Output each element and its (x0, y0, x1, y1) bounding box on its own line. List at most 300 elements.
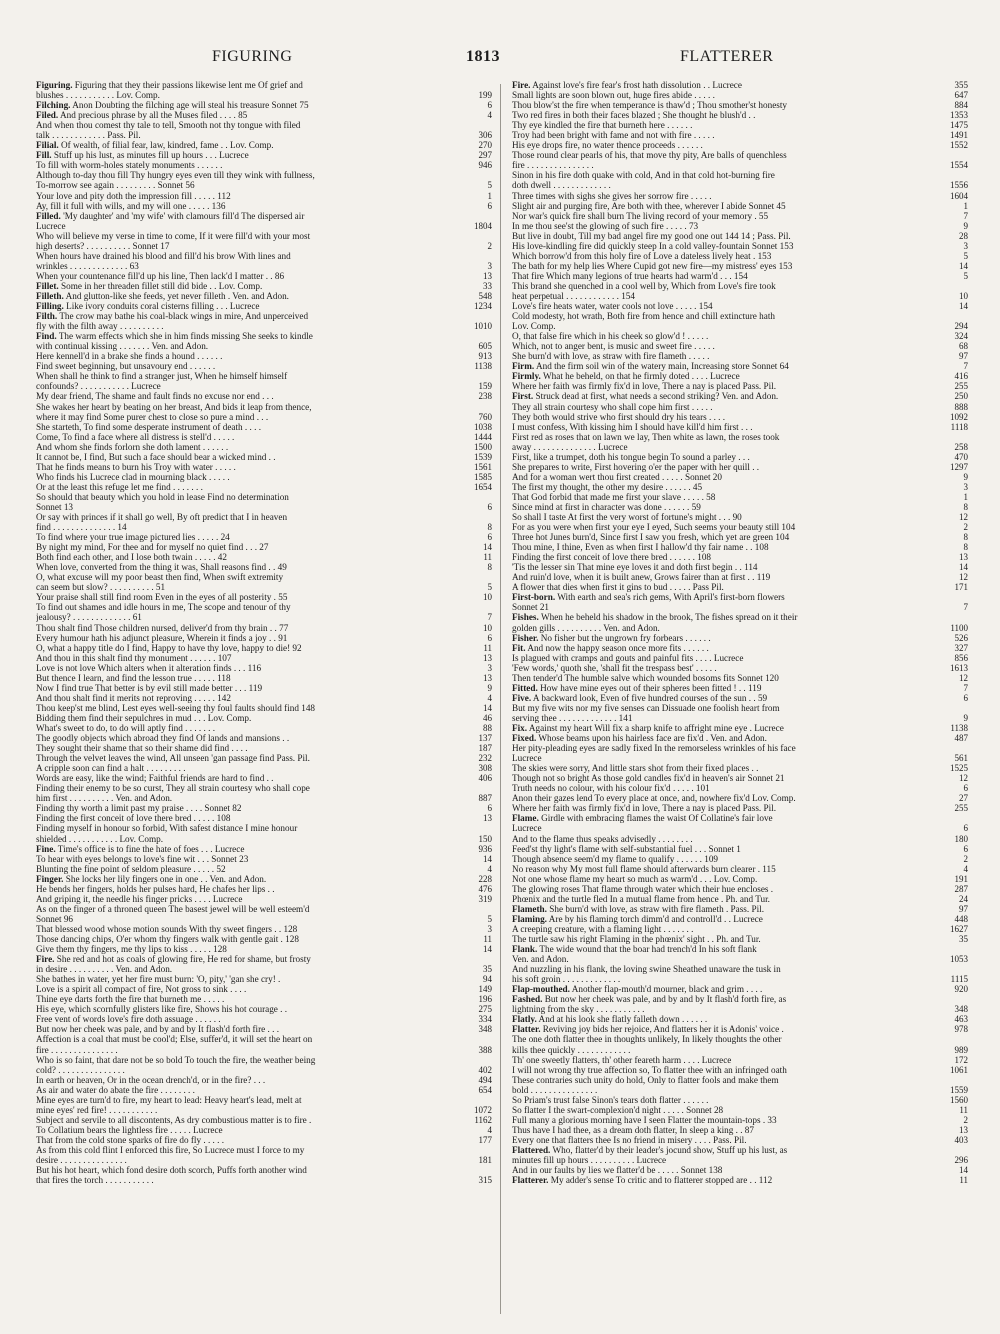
running-head (36, 44, 968, 72)
entry-text: A cripple soon can find a halt . . . . . . . . . (36, 763, 186, 774)
entry-text: The glowing roses That flame through water which their hue encloses . (512, 883, 774, 894)
concordance-entry (36, 602, 492, 612)
entry-text: Words are easy, like the wind; Faithful friends are hard to find . . (36, 773, 274, 784)
line-number: 1804 (474, 220, 492, 231)
entry-text: Slight air and purging fire, Are both with thee, wherever I abide Sonnet 45 (512, 200, 786, 211)
concordance-entry (512, 100, 968, 110)
concordance-entry (36, 170, 492, 180)
entry-text: For as you were when first your eye I eyed, Such seems your beauty still 104 (512, 522, 796, 533)
headword: Fashed. (512, 994, 543, 1005)
line-number: 308 (478, 763, 492, 774)
entry-text: She wakes her heart by beating on her breast, And bids it leap from thence, (36, 401, 312, 412)
concordance-entry (36, 643, 492, 653)
line-number: 258 (954, 441, 968, 452)
line-number: 14 (959, 301, 968, 312)
concordance-entry (512, 80, 968, 90)
concordance-entry (36, 231, 492, 241)
entry-text: His eye drops fire, no water thence proceeds . . . . . . (512, 140, 703, 151)
entry-text: in desire . . . . . . . . . . Ven. and Adon. (36, 964, 173, 975)
line-number: 494 (478, 1074, 492, 1085)
concordance-entry (512, 854, 968, 864)
entry-text: lightning from the sky . . . . . . . . . . . (512, 1004, 645, 1015)
entry-text: Come, To find a face where all distress is stell'd . . . . . (36, 431, 235, 442)
concordance-entry (36, 381, 492, 391)
line-number: 348 (478, 1024, 492, 1035)
page-number: 1813 (466, 48, 500, 65)
line-number: 12 (959, 773, 968, 784)
line-number: 9 (487, 682, 492, 693)
concordance-entry (512, 160, 968, 170)
entry-text: When love, converted from the thing it was, Shall reasons find . . 49 (36, 562, 287, 573)
line-number: 3 (487, 662, 492, 673)
concordance-entry (512, 1085, 968, 1095)
entry-text: Flattered. Who, flatter'd by their leader's jocund show, Stuff up his lust, as (512, 1144, 788, 1155)
concordance-entry (512, 562, 968, 572)
line-number: 14 (483, 702, 492, 713)
concordance-entry (36, 412, 492, 422)
entry-text: When your countenance fill'd up his line, Then lack'd I matter . . 86 (36, 270, 285, 281)
concordance-entry (512, 984, 968, 994)
concordance-entry (36, 150, 492, 160)
line-number: 8 (963, 532, 968, 543)
entry-text: Her pity-pleading eyes are sadly fixed In the remorseless wrinkles of his face (512, 743, 796, 754)
concordance-entry (36, 874, 492, 884)
line-number: 24 (959, 893, 968, 904)
concordance-entry (512, 251, 968, 261)
concordance-entry (36, 1055, 492, 1065)
entry-text: A creeping creature, with a flaming light . . . . . . . (512, 923, 694, 934)
line-number: 97 (959, 903, 968, 914)
entry-text: Here kennell'd in a brake she finds a hound . . . . . . (36, 351, 223, 362)
line-number: 561 (954, 753, 968, 764)
entry-text: 'Few words,' quoth she, 'shall fit the trespass best' . . . . . (512, 662, 717, 673)
entry-text: Fit. And now the happy season once more fits . . . . . . (512, 642, 709, 653)
line-number: 14 (959, 260, 968, 271)
entry-text: Those dancing chips, O'er whom thy fingers walk with gentle gait . 128 (36, 933, 299, 944)
headword: Fix. (512, 723, 528, 733)
line-number: 297 (478, 150, 492, 161)
headword: Fishes. (512, 612, 539, 623)
entry-text: O, what a happy title do I find, Happy to have thy love, happy to die! 92 (36, 642, 302, 653)
concordance-entry (512, 924, 968, 934)
concordance-entry (36, 854, 492, 864)
headword: Firm. (512, 361, 535, 372)
concordance-entry (512, 1045, 968, 1055)
entry-text: The turtle saw his right Flaming in the phœnix' sight . . Ph. and Tur. (512, 933, 761, 944)
entry-text: Find. The warm effects which she in him finds missing She seeks to kindle (36, 331, 313, 342)
entry-text: Th' one sweetly flatters, th' other feareth harm . . . . Lucrece (512, 1054, 732, 1065)
entry-text: Two red fires in both their faces blazed ; She thought he blush'd . . (512, 110, 756, 121)
entry-text: Lov. Comp. (512, 321, 556, 332)
concordance-entry (36, 703, 492, 713)
concordance-entry (36, 402, 492, 412)
concordance-entry (36, 321, 492, 331)
line-number: 526 (954, 632, 968, 643)
concordance-entry (512, 813, 968, 823)
entry-text: When hours have drained his blood and fill'd his brow With lines and (36, 250, 291, 261)
entry-text: To Collatium bears the lightless fire . . . . . Lucrece (36, 1124, 223, 1135)
line-number: 294 (954, 321, 968, 332)
entry-text: fire . . . . . . . . . . . . . . . (512, 160, 594, 171)
concordance-entry (512, 1165, 968, 1175)
entry-text: To find where your true image pictured lies . . . . . 24 (36, 532, 230, 543)
concordance-entry (512, 643, 968, 653)
entry-text: Through the velvet leaves the wind, All unseen 'gan passage find Pass. Pil. (36, 753, 310, 764)
entry-text: Fashed. But now her cheek was pale, and by and by It flash'd forth fire, as (512, 994, 787, 1005)
line-number: 196 (478, 994, 492, 1005)
entry-text: To find out shames and idle hours in me, The scope and tenour of thy (36, 602, 291, 613)
line-number: 3 (487, 260, 492, 271)
concordance-entry (512, 291, 968, 301)
line-number: 7 (963, 361, 968, 372)
entry-text: Though not so bright As those gold candles fix'd in heaven's air Sonnet 21 (512, 773, 785, 784)
entry-text: golden gills . . . . . . . . . . Ven. and Adon. (512, 622, 660, 633)
entry-text: Where her faith was firmly fix'd in love, There a nay is placed Pass. Pil. (512, 803, 777, 814)
concordance-entry (512, 1175, 968, 1185)
concordance-entry (36, 291, 492, 301)
line-number: 1539 (474, 451, 492, 462)
entry-text: To-morrow see again . . . . . . . . . Sonnet 56 (36, 180, 195, 191)
line-number: 1100 (950, 622, 968, 633)
line-number: 10 (483, 592, 492, 603)
entry-text: Flank. The wide wound that the boar had trench'd In his soft flank (512, 944, 757, 955)
concordance-entry (36, 201, 492, 211)
line-number: 7 (487, 612, 492, 623)
line-number: 11 (483, 933, 492, 944)
concordance-entry (512, 170, 968, 180)
concordance-entry (36, 1065, 492, 1075)
concordance-entry (512, 331, 968, 341)
concordance-entry (512, 1105, 968, 1115)
line-number: 1554 (950, 160, 968, 171)
entry-text: Subject and servile to all discontents, As dry combustious matter is to fire . (36, 1114, 312, 1125)
concordance-entry (512, 351, 968, 361)
line-number: 8 (963, 501, 968, 512)
entry-text: Or at the least this refuge let me find . . . . . . . (36, 481, 203, 492)
line-number: 548 (478, 290, 492, 301)
entry-text: Sinon in his fire doth quake with cold, And in that cold hot-burning fire (512, 170, 775, 181)
headword: Filth. (36, 311, 58, 322)
concordance-entry (512, 502, 968, 512)
concordance-entry (512, 864, 968, 874)
line-number: 978 (954, 1024, 968, 1035)
entry-text: Finding thy worth a limit past my praise . . . . Sonnet 82 (36, 803, 242, 814)
concordance-entry (36, 1115, 492, 1125)
entry-text: Lucrece (512, 823, 542, 834)
concordance-entry (512, 793, 968, 803)
entry-text: with continual kissing . . . . . . . Ven. and Adon. (36, 341, 209, 352)
entry-text: find . . . . . . . . . . . . . . 14 (36, 522, 127, 533)
entry-text: 'Tis the lesser sin That mine eye loves it and doth first begin . . 114 (512, 562, 758, 573)
columns (36, 80, 968, 1316)
entry-text: So flatter I the swart-complexion'd night . . . . . Sonnet 28 (512, 1104, 724, 1115)
line-number: 487 (954, 733, 968, 744)
concordance-entry (512, 552, 968, 562)
line-number: 4 (487, 863, 492, 874)
line-number: 1627 (950, 923, 968, 934)
concordance-entry (512, 773, 968, 783)
line-number: 8 (487, 562, 492, 573)
entry-text: Finding the first conceit of love there bred . . . . . 108 (36, 813, 231, 824)
concordance-entry (36, 633, 492, 643)
concordance-entry (36, 1085, 492, 1095)
line-number: 6 (487, 200, 492, 211)
line-number: 348 (954, 1004, 968, 1015)
entry-text: As air and water do abate the fire . . . . . . . . (36, 1084, 195, 1095)
headword: Fixed. (512, 733, 537, 744)
concordance-entry (36, 1105, 492, 1115)
line-number: 1234 (474, 301, 492, 312)
line-number: 10 (959, 290, 968, 301)
entry-text: Filled. 'My daughter' and 'my wife' with clamours fill'd The dispersed air (36, 210, 305, 221)
headword: Five. (512, 692, 532, 703)
concordance-entry (512, 1004, 968, 1014)
concordance-entry (36, 582, 492, 592)
entry-text: But his hot heart, which fond desire doth scorch, Puffs forth another wind (36, 1165, 307, 1176)
concordance-entry (36, 301, 492, 311)
entry-text: can seem but slow? . . . . . . . . . . 51 (36, 582, 166, 593)
line-number: 1061 (950, 1064, 968, 1075)
entry-text: That fire Which many legions of true hearts had warm'd . . . 154 (512, 270, 748, 281)
concordance-entry (512, 120, 968, 130)
concordance-entry (36, 180, 492, 190)
line-number: 232 (478, 753, 492, 764)
headword: Fine. (36, 843, 56, 854)
line-number: 46 (483, 712, 492, 723)
concordance-entry (512, 221, 968, 231)
entry-text: Find sweet beginning, but unsavoury end . . . . . . (36, 361, 216, 372)
entry-text: Finding myself in honour so forbid, With safest distance I mine honour (36, 823, 298, 834)
concordance-entry (512, 512, 968, 522)
entry-text: Every one that flatters thee Is no friend in misery . . . . Pass. Pil. (512, 1134, 747, 1145)
entry-text: that fires the torch . . . . . . . . . . . (36, 1175, 154, 1186)
line-number: 13 (483, 652, 492, 663)
line-number: 1 (963, 491, 968, 502)
line-number: 1561 (474, 461, 492, 472)
line-number: 4 (487, 110, 492, 121)
line-number: 12 (959, 672, 968, 683)
concordance-entry (512, 191, 968, 201)
line-number: 1138 (474, 361, 492, 372)
line-number: 884 (954, 100, 968, 111)
line-number: 416 (954, 371, 968, 382)
entry-text: Fix. Against my heart Will fix a sharp knife to affright mine eye . Lucrece (512, 723, 784, 733)
line-number: 287 (954, 883, 968, 894)
entry-text: Bidding them find their sepulchres in mud . . . Lov. Comp. (36, 712, 252, 723)
entry-text: Firmly. What he beheld, on that he firmly doted . . . . Lucrece (512, 371, 740, 382)
entry-text: What's sweet to do, to do will aptly find . . . . . . . (36, 723, 216, 733)
line-number: 1010 (474, 321, 492, 332)
concordance-entry (36, 834, 492, 844)
concordance-entry (512, 602, 968, 612)
concordance-entry (512, 1014, 968, 1024)
entry-text: Your praise shall still find room Even in the eyes of all posterity . 55 (36, 592, 288, 603)
entry-text: Flameth. She burn'd with love, as straw with fire flameth . Pass. Pil. (512, 903, 764, 914)
line-number: 5 (487, 913, 492, 924)
concordance-entry (36, 532, 492, 542)
entry-text: Phœnix and the turtle fled In a mutual flame from hence . Ph. and Tur. (512, 893, 770, 904)
entry-text: Sonnet 13 (36, 501, 74, 512)
concordance-entry (36, 864, 492, 874)
line-number: 463 (954, 1014, 968, 1025)
entry-text: Sonnet 21 (512, 602, 550, 613)
concordance-entry (36, 432, 492, 442)
line-number: 6 (487, 532, 492, 543)
line-number: 199 (478, 90, 492, 101)
headword: First. (512, 391, 534, 402)
entry-text: mine eyes' red fire! . . . . . . . . . . . (36, 1104, 158, 1115)
entry-text: high deserts? . . . . . . . . . . Sonnet 17 (36, 240, 170, 251)
concordance-entry (512, 954, 968, 964)
line-number: 7 (963, 602, 968, 613)
concordance-entry (512, 110, 968, 120)
line-number: 989 (954, 1044, 968, 1055)
line-number: 9 (963, 471, 968, 482)
left-column (36, 80, 492, 1316)
concordance-entry (512, 1115, 968, 1125)
concordance-entry (512, 743, 968, 753)
entry-text: Love is a spirit all compact of fire, Not gross to sink . . . . (36, 984, 247, 995)
concordance-entry (512, 733, 968, 743)
entry-text: And nuzzling in his flank, the loving swine Sheathed unaware the tusk in (512, 964, 781, 975)
concordance-entry (36, 271, 492, 281)
entry-text: His love-kindling fire did quickly steep In a cold valley-fountain Sonnet 153 (512, 240, 794, 251)
line-number: 388 (478, 1044, 492, 1055)
line-number: 14 (483, 542, 492, 553)
concordance-entry (512, 623, 968, 633)
concordance-entry (36, 623, 492, 633)
entry-text: cold? . . . . . . . . . . . . . . . (36, 1064, 125, 1075)
entry-text: To hear with eyes belongs to love's fine wit . . . Sonnet 23 (36, 853, 249, 864)
entry-text: By night my mind, For thee and for myself no quiet find . . . 27 (36, 542, 269, 553)
headword: Flameth. (512, 903, 547, 914)
concordance-entry (512, 1095, 968, 1105)
concordance-entry (36, 783, 492, 793)
entry-text: Nor war's quick fire shall burn The living record of your memory . 55 (512, 210, 769, 221)
entry-text: Truth needs no colour, with his colour fix'd . . . . . 101 (512, 783, 710, 794)
concordance-entry (36, 612, 492, 622)
line-number: 1072 (474, 1104, 492, 1115)
entry-text: The first my thought, the other my desire . . . . . . 45 (512, 481, 703, 492)
entry-text: And in our faults by lies we flatter'd be . . . . . Sonnet 138 (512, 1165, 723, 1176)
headword: Flank. (512, 944, 538, 955)
line-number: 6 (963, 823, 968, 834)
entry-text: doth dwell . . . . . . . . . . . . . (512, 180, 611, 191)
concordance-entry (512, 261, 968, 271)
headword: Fillet. (36, 280, 59, 291)
concordance-entry (36, 1095, 492, 1105)
line-number: 8 (963, 542, 968, 553)
headword: Flatly. (512, 1014, 537, 1025)
concordance-entry (36, 813, 492, 823)
entry-text: Full many a glorious morning have I seen Flatter the mountain-tops . 33 (512, 1114, 777, 1125)
line-number: 402 (478, 1064, 492, 1075)
entry-text: Give them thy fingers, me thy lips to kiss . . . . . 128 (36, 944, 227, 955)
concordance-entry (36, 251, 492, 261)
entry-text: But thence I learn, and find the lesson true . . . . . 118 (36, 672, 231, 683)
line-number: 4 (487, 1124, 492, 1135)
line-number: 255 (954, 803, 968, 814)
concordance-entry (36, 351, 492, 361)
entry-text: I must confess, With kissing him I should have kill'd him first . . . (512, 421, 753, 432)
entry-text: The one doth flatter thee in thoughts unlikely, In likely thoughts the other (512, 1034, 782, 1045)
headword: Fill. (36, 150, 52, 161)
entry-text: Filial. Of wealth, of filial fear, law, kindred, fame . . Lov. Comp. (36, 140, 274, 151)
concordance-entry (512, 1125, 968, 1135)
concordance-entry (36, 693, 492, 703)
entry-text: As on the finger of a throned queen The basest jewel will be well esteem'd (36, 903, 310, 914)
entry-text: Fitted. How have mine eyes out of their spheres been fitted ! . . 119 (512, 682, 762, 693)
entry-text: Fisher. No fisher but the ungrown fry forbears . . . . . . (512, 632, 711, 643)
concordance-entry (36, 110, 492, 120)
line-number: 68 (959, 341, 968, 352)
entry-text: The bath for my help lies Where Cupid got new fire—my mistress' eyes 153 (512, 260, 793, 271)
concordance-entry (512, 311, 968, 321)
entry-text: wrinkles . . . . . . . . . . . . . 63 (36, 260, 139, 271)
entry-text: Flatterer. My adder's sense To critic and to flatterer stopped are . . 112 (512, 1175, 773, 1186)
concordance-entry (512, 201, 968, 211)
concordance-entry (36, 1075, 492, 1085)
entry-text: Finger. She locks her lily fingers one in one . . Ven. and Adon. (36, 873, 267, 884)
concordance-entry (512, 150, 968, 160)
concordance-entry (512, 663, 968, 673)
line-number: 1604 (950, 190, 968, 201)
concordance-entry (512, 231, 968, 241)
concordance-entry (36, 1135, 492, 1145)
concordance-entry (512, 974, 968, 984)
line-number: 4 (487, 692, 492, 703)
line-number: 4 (963, 863, 968, 874)
concordance-entry (36, 1014, 492, 1024)
concordance-entry (512, 432, 968, 442)
entry-text: Though absence seem'd my flame to qualify . . . . . . 109 (512, 853, 719, 864)
headword: First-born. (512, 592, 556, 603)
headword: Firmly. (512, 371, 541, 382)
entry-text: Anon their gazes lend To every place at once, and, nowhere fix'd Lov. Comp. (512, 793, 796, 804)
entry-text: Lucrece (36, 220, 66, 231)
entry-text: So should that beauty which you hold in lease Find no determination (36, 491, 289, 502)
concordance-entry (512, 130, 968, 140)
concordance-entry (512, 321, 968, 331)
line-number: 5 (487, 582, 492, 593)
line-number: 171 (954, 582, 968, 593)
line-number: 13 (483, 813, 492, 824)
entry-text: shielded . . . . . . . . . . . Lov. Comp. (36, 833, 164, 844)
entry-text: Firm. And the firm soil win of the watery main, Increasing store Sonnet 64 (512, 361, 789, 372)
entry-text: To fill with worm-holes stately monuments . . . . . . (36, 160, 223, 171)
concordance-entry (512, 522, 968, 532)
concordance-entry (36, 803, 492, 813)
line-number: 33 (483, 280, 492, 291)
concordance-entry (512, 653, 968, 663)
entry-text: Flame. Girdle with embracing flames the waist Of Collatine's fair love (512, 813, 773, 824)
concordance-entry (36, 552, 492, 562)
concordance-entry (512, 482, 968, 492)
concordance-entry (512, 140, 968, 150)
concordance-entry (512, 442, 968, 452)
line-number: 654 (478, 1084, 492, 1095)
entry-text: Fine. Time's office is to fine the hate of foes . . . Lucrece (36, 843, 245, 854)
line-number: 6 (487, 100, 492, 111)
line-number: 1353 (950, 110, 968, 121)
concordance-entry (36, 572, 492, 582)
line-number: 1092 (950, 411, 968, 422)
entry-text: Who will believe my verse in time to come, If it were fill'd with your most (36, 230, 311, 241)
concordance-entry (36, 974, 492, 984)
headword: Filial. (36, 140, 59, 151)
concordance-entry (36, 542, 492, 552)
concordance-entry (512, 693, 968, 703)
